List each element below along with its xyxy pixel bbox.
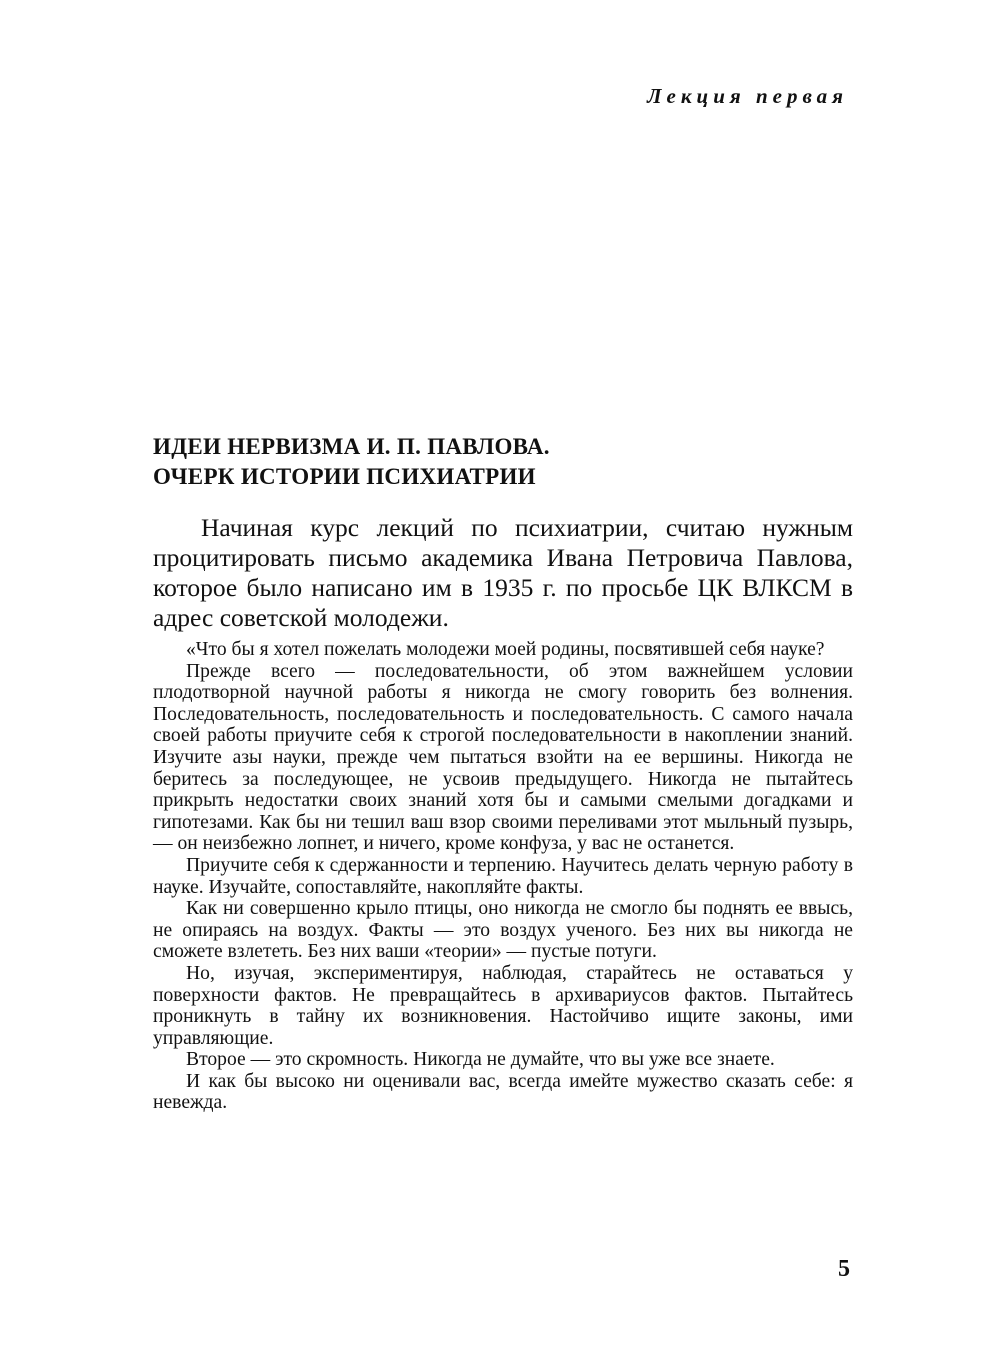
chapter-title-line-1: ИДЕИ НЕРВИЗМА И. П. ПАВЛОВА. [153,434,550,459]
chapter-title-line-2: ОЧЕРК ИСТОРИИ ПСИХИАТРИИ [153,464,536,489]
intro-paragraph: Начиная курс лекций по психиатрии, считаю нужным процитировать письмо академика Ивана Петровича Павлова, которое было написано им в 1935 г. по просьбе ЦК ВЛКСМ в адрес советской молодежи. [153,513,853,632]
letter-paragraph: Второе — это скромность. Никогда не думайте, что вы уже все знаете. [186,1049,775,1071]
letter-paragraph: Приучите себя к сдержанности и терпению. Научитесь делать черную работу в науке. Изучайте, сопоставляйте, накопляйте факты. [153,854,853,898]
letter-paragraph: Прежде всего — последовательности, об этом важнейшем условии плодотворной научной работы я никогда не смогу говорить без волнения. Последовательность, последовательность и последовательность. С самого начала своей работы приучите себя к строгой последовательности в накоплении знаний. Изучите азы науки, прежде чем пытаться взойти на ее вершины. Никогда не беритесь за последующее, не усвоив предыдущего. Никогда не пытайтесь прикрыть недостатки своих знаний хотя бы и самыми смелыми догадками и гипотезами. Как бы ни тешил ваш взор своими переливами этот мыльный пузырь,— он неизбежно лопнет, и ничего, кроме конфуза, у вас не останется. [153,660,853,855]
running-head: Лекция первая [647,84,848,108]
letter-paragraph: Как ни совершенно крыло птицы, оно никогда не смогло бы поднять ее ввысь, не опираясь на воздух. Факты — это воздух ученого. Без них вы никогда не сможете взлететь. Без них ваши «теории» — пустые потуги. [153,898,853,963]
letter-paragraph: Но, изучая, экспериментируя, наблюдая, старайтесь не оставаться у поверхности фактов. Не превращайтесь в архивариусов фактов. Пытайтесь проникнуть в тайну их возникновения. Настойчиво ищите законы, ими управляющие. [153,962,853,1049]
chapter-title [153,432,853,492]
page-number: 5 [838,1256,850,1282]
letter-paragraph: И как бы высоко ни оценивали вас, всегда имейте мужество сказать себе: я невежда. [153,1070,853,1114]
letter-paragraph: «Что бы я хотел пожелать молодежи моей родины, посвятившей себя науке? [186,639,825,660]
quoted-letter [153,639,853,1114]
